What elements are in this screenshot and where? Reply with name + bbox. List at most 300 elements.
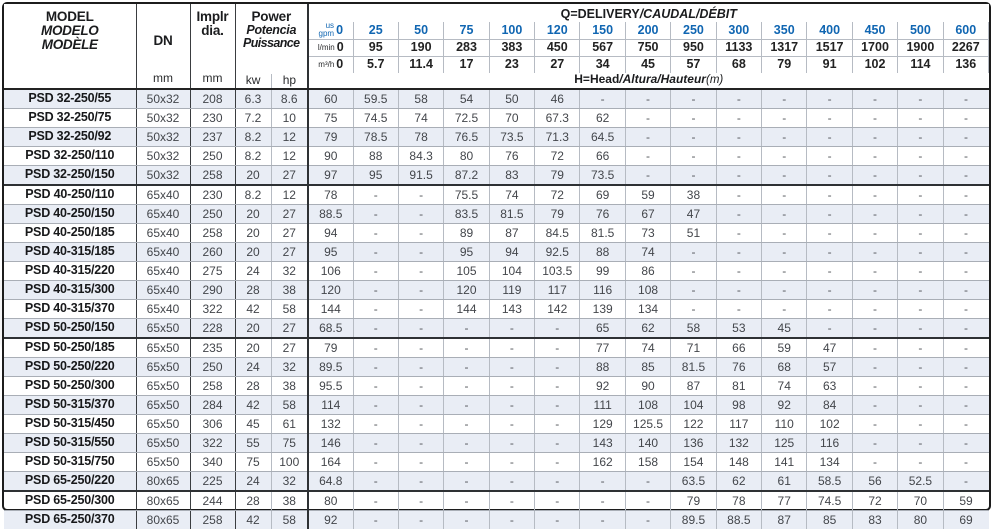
gpm-value-cell: 600 <box>943 22 988 39</box>
head-value-cell: - <box>852 300 897 319</box>
head-value-cell: - <box>898 415 943 434</box>
head-value-cell: 64.8 <box>308 472 353 492</box>
head-value-cell: 104 <box>671 396 716 415</box>
head-value-cell: 143 <box>489 300 534 319</box>
head-value-cell: - <box>489 319 534 339</box>
gpm-value-cell: 500 <box>898 22 943 39</box>
dia-cell: 250 <box>190 358 235 377</box>
head-value-cell: 120 <box>444 281 489 300</box>
head-value-cell: 114 <box>308 396 353 415</box>
head-value-cell: - <box>716 147 761 166</box>
head-value-cell: 59.5 <box>353 89 398 109</box>
head-value-cell: - <box>489 338 534 358</box>
head-value-cell: - <box>580 89 625 109</box>
kw-cell: 28 <box>235 281 271 300</box>
m3h-value-cell: 5.7 <box>353 56 398 73</box>
dn-column-header <box>136 4 190 89</box>
dia-cell: 340 <box>190 453 235 472</box>
head-value-cell: 58 <box>398 89 443 109</box>
hp-cell: 12 <box>271 147 308 166</box>
head-value-cell: 71.3 <box>535 128 580 147</box>
head-value-cell: - <box>535 319 580 339</box>
head-value-cell: 70 <box>489 109 534 128</box>
head-value-cell: - <box>444 415 489 434</box>
head-value-cell: 67.3 <box>535 109 580 128</box>
kw-cell: 20 <box>235 224 271 243</box>
table-row <box>4 453 989 472</box>
model-label-fr: MODÈLE <box>4 38 136 52</box>
m3h-value-cell: 23 <box>489 56 534 73</box>
table-row <box>4 205 989 224</box>
dn-cell: 50x32 <box>136 89 190 109</box>
head-value-cell: 66 <box>716 338 761 358</box>
head-value-cell: 134 <box>625 300 670 319</box>
head-value-cell: 146 <box>308 434 353 453</box>
head-value-cell: 72 <box>535 147 580 166</box>
kw-cell: 45 <box>235 415 271 434</box>
head-value-cell: - <box>943 281 988 300</box>
head-value-cell: - <box>353 205 398 224</box>
head-value-cell: - <box>852 319 897 339</box>
power-label-fr: Puissance <box>236 37 308 50</box>
head-value-cell: 69 <box>580 185 625 205</box>
head-value-cell: 122 <box>671 415 716 434</box>
head-value-cell: - <box>807 224 852 243</box>
head-value-cell: 72 <box>535 185 580 205</box>
head-value-cell: - <box>398 319 443 339</box>
model-column-header <box>4 4 136 89</box>
head-value-cell: 60 <box>308 89 353 109</box>
head-value-cell: - <box>852 147 897 166</box>
head-value-cell: 88 <box>580 243 625 262</box>
head-value-cell: - <box>762 147 807 166</box>
head-value-cell: 144 <box>444 300 489 319</box>
table-row <box>4 511 989 529</box>
head-value-cell: 74 <box>489 185 534 205</box>
kw-cell: 8.2 <box>235 147 271 166</box>
head-value-cell: 56 <box>852 472 897 492</box>
head-value-cell: - <box>807 166 852 186</box>
model-cell: PSD 40-315/370 <box>4 300 136 319</box>
impeller-dia-column-header <box>190 4 235 89</box>
head-value-cell: - <box>898 338 943 358</box>
hp-cell: 38 <box>271 281 308 300</box>
head-value-cell: - <box>852 453 897 472</box>
lmin-value-cell: 950 <box>671 39 716 56</box>
dn-cell: 80x65 <box>136 472 190 492</box>
gpm-value-cell: 450 <box>852 22 897 39</box>
kw-cell: 75 <box>235 453 271 472</box>
head-value-cell: - <box>489 472 534 492</box>
head-value-cell: 52.5 <box>898 472 943 492</box>
dia-cell: 208 <box>190 89 235 109</box>
head-value-cell: - <box>762 205 807 224</box>
head-value-cell: 94 <box>489 243 534 262</box>
model-cell: PSD 50-250/300 <box>4 377 136 396</box>
head-value-cell: 62 <box>580 109 625 128</box>
kw-cell: 42 <box>235 396 271 415</box>
head-value-cell: - <box>535 415 580 434</box>
head-value-cell: - <box>898 300 943 319</box>
table-header <box>4 4 989 89</box>
head-value-cell: - <box>671 128 716 147</box>
head-value-cell: 59 <box>625 185 670 205</box>
head-value-cell: 72 <box>852 491 897 511</box>
dia-cell: 235 <box>190 338 235 358</box>
head-value-cell: 65 <box>580 319 625 339</box>
head-value-cell: - <box>353 377 398 396</box>
table-row <box>4 128 989 147</box>
head-value-cell: - <box>716 205 761 224</box>
dia-cell: 306 <box>190 415 235 434</box>
head-value-cell: - <box>489 415 534 434</box>
hp-cell: 27 <box>271 166 308 186</box>
head-value-cell: - <box>807 147 852 166</box>
head-value-cell: - <box>807 319 852 339</box>
head-value-cell: 74 <box>398 109 443 128</box>
lmin-value-cell: 1133 <box>716 39 761 56</box>
head-value-cell: 73.5 <box>580 166 625 186</box>
head-value-cell: 85 <box>807 511 852 529</box>
dn-unit: mm <box>137 72 190 85</box>
head-value-cell: - <box>353 338 398 358</box>
gpm-value-cell: 25 <box>353 22 398 39</box>
model-cell: PSD 65-250/220 <box>4 472 136 492</box>
head-value-cell: - <box>398 281 443 300</box>
model-cell: PSD 40-250/150 <box>4 205 136 224</box>
dn-cell: 50x32 <box>136 147 190 166</box>
m3h-value-cell: 136 <box>943 56 988 73</box>
head-value-cell: - <box>353 358 398 377</box>
model-label-en: MODEL <box>4 10 136 24</box>
head-value-cell: 90 <box>308 147 353 166</box>
head-value-cell: - <box>852 128 897 147</box>
lmin-unit-label: l/min <box>318 44 335 52</box>
head-value-cell: 116 <box>580 281 625 300</box>
power-column-header <box>235 4 308 89</box>
gpm-zero-cell <box>308 22 353 39</box>
head-value-cell: 58 <box>671 319 716 339</box>
kw-cell: 8.2 <box>235 128 271 147</box>
table-row <box>4 281 989 300</box>
model-cell: PSD 40-250/185 <box>4 224 136 243</box>
head-value-cell: 67 <box>625 205 670 224</box>
dia-cell: 284 <box>190 396 235 415</box>
head-value-cell: 74 <box>762 377 807 396</box>
head-value-cell: 80 <box>898 511 943 529</box>
head-value-cell: 158 <box>625 453 670 472</box>
gpm-value-cell: 50 <box>398 22 443 39</box>
head-value-cell: - <box>943 453 988 472</box>
head-value-cell: 91.5 <box>398 166 443 186</box>
dia-cell: 237 <box>190 128 235 147</box>
head-value-cell: 139 <box>580 300 625 319</box>
lmin-value-cell: 190 <box>398 39 443 56</box>
kw-cell: 20 <box>235 338 271 358</box>
head-value-cell: - <box>852 377 897 396</box>
gpm-unit-label-main: gpm <box>319 30 335 38</box>
gpm-value-cell: 150 <box>580 22 625 39</box>
dn-cell: 65x40 <box>136 224 190 243</box>
head-value-cell: 104 <box>489 262 534 281</box>
head-value-cell: - <box>898 377 943 396</box>
table-row <box>4 415 989 434</box>
head-value-cell: 95.5 <box>308 377 353 396</box>
head-value-cell: - <box>625 472 670 492</box>
head-value-cell: - <box>353 434 398 453</box>
head-value-cell: 142 <box>535 300 580 319</box>
head-value-cell: 92 <box>580 377 625 396</box>
head-value-cell: 110 <box>762 415 807 434</box>
head-value-cell: 81.5 <box>580 224 625 243</box>
head-value-cell: - <box>898 396 943 415</box>
head-value-cell: - <box>943 434 988 453</box>
head-value-cell: - <box>444 491 489 511</box>
head-value-cell: - <box>535 511 580 529</box>
head-value-cell: - <box>535 453 580 472</box>
table-row <box>4 338 989 358</box>
dn-cell: 65x40 <box>136 300 190 319</box>
kw-cell: 42 <box>235 511 271 529</box>
head-value-cell: 108 <box>625 281 670 300</box>
dia-unit: mm <box>191 72 235 85</box>
head-value-cell: - <box>716 89 761 109</box>
head-value-cell: - <box>898 205 943 224</box>
kw-cell: 24 <box>235 262 271 281</box>
head-value-cell: 50 <box>489 89 534 109</box>
head-value-cell: - <box>398 415 443 434</box>
hp-cell: 27 <box>271 338 308 358</box>
kw-cell: 20 <box>235 166 271 186</box>
head-value-cell: 58.5 <box>807 472 852 492</box>
hp-cell: 10 <box>271 109 308 128</box>
m3h-value-cell: 17 <box>444 56 489 73</box>
head-value-cell: 38 <box>671 185 716 205</box>
head-value-cell: 86 <box>625 262 670 281</box>
head-value-cell: - <box>762 300 807 319</box>
head-value-cell: 76 <box>716 358 761 377</box>
head-value-cell: 89 <box>444 224 489 243</box>
head-value-cell: - <box>535 472 580 492</box>
head-value-cell: 103.5 <box>535 262 580 281</box>
head-value-cell: 117 <box>535 281 580 300</box>
dn-cell: 65x50 <box>136 377 190 396</box>
head-value-cell: - <box>716 224 761 243</box>
dn-cell: 50x32 <box>136 109 190 128</box>
head-value-cell: 87 <box>489 224 534 243</box>
model-cell: PSD 32-250/75 <box>4 109 136 128</box>
dia-cell: 225 <box>190 472 235 492</box>
head-value-cell: - <box>353 511 398 529</box>
head-value-cell: 136 <box>671 434 716 453</box>
head-value-cell: - <box>535 396 580 415</box>
head-value-cell: - <box>898 224 943 243</box>
head-value-cell: - <box>898 262 943 281</box>
head-value-cell: - <box>580 511 625 529</box>
head-value-cell: - <box>489 396 534 415</box>
head-value-cell: 47 <box>671 205 716 224</box>
kw-cell: 20 <box>235 243 271 262</box>
head-value-cell: - <box>398 491 443 511</box>
m3h-value-cell: 57 <box>671 56 716 73</box>
kw-cell: 42 <box>235 300 271 319</box>
head-value-cell: 74.5 <box>807 491 852 511</box>
head-value-cell: - <box>898 434 943 453</box>
hp-cell: 12 <box>271 185 308 205</box>
dia-cell: 250 <box>190 205 235 224</box>
power-label-es: Potencia <box>236 24 308 37</box>
head-value-cell: 87 <box>762 511 807 529</box>
head-value-cell: - <box>943 472 988 492</box>
m3h-zero-cell <box>308 56 353 73</box>
head-value-cell: - <box>353 243 398 262</box>
table-row <box>4 166 989 186</box>
dn-cell: 80x65 <box>136 511 190 529</box>
head-value-cell: 64.5 <box>580 128 625 147</box>
m3h-value-cell: 102 <box>852 56 897 73</box>
hp-cell: 32 <box>271 472 308 492</box>
lmin-value-cell: 1317 <box>762 39 807 56</box>
head-value-cell: - <box>716 109 761 128</box>
head-value-cell: - <box>625 511 670 529</box>
dia-cell: 258 <box>190 166 235 186</box>
table-body <box>4 89 989 529</box>
m3h-value-cell: 11.4 <box>398 56 443 73</box>
head-value-cell: - <box>852 434 897 453</box>
head-value-cell: 45 <box>762 319 807 339</box>
lmin-value-cell: 750 <box>625 39 670 56</box>
model-cell: PSD 50-250/220 <box>4 358 136 377</box>
head-value-cell: 63.5 <box>671 472 716 492</box>
gpm-unit-label <box>319 22 335 38</box>
m3h-value-cell: 91 <box>807 56 852 73</box>
dia-cell: 250 <box>190 147 235 166</box>
model-cell: PSD 40-315/185 <box>4 243 136 262</box>
head-value-cell: 134 <box>807 453 852 472</box>
head-value-cell: - <box>489 491 534 511</box>
head-value-cell: 79 <box>671 491 716 511</box>
head-value-cell: 84 <box>807 396 852 415</box>
table-row <box>4 319 989 339</box>
lmin-zero-value: 0 <box>337 41 344 54</box>
head-value-cell: - <box>444 319 489 339</box>
dn-cell: 65x40 <box>136 243 190 262</box>
head-value-cell: - <box>625 147 670 166</box>
table-row <box>4 109 989 128</box>
hp-cell: 58 <box>271 300 308 319</box>
pump-performance-table <box>4 4 989 529</box>
head-value-cell: 51 <box>671 224 716 243</box>
table-row <box>4 300 989 319</box>
head-value-cell: - <box>716 243 761 262</box>
kw-cell: 24 <box>235 358 271 377</box>
head-value-cell: - <box>807 185 852 205</box>
head-value-cell: - <box>671 147 716 166</box>
head-value-cell: 79 <box>535 166 580 186</box>
lmin-value-cell: 283 <box>444 39 489 56</box>
head-value-cell: - <box>943 262 988 281</box>
hp-cell: 75 <box>271 434 308 453</box>
head-value-cell: - <box>943 415 988 434</box>
head-value-cell: - <box>444 396 489 415</box>
head-value-cell: 74 <box>625 338 670 358</box>
head-value-cell: - <box>398 453 443 472</box>
head-value-cell: - <box>444 511 489 529</box>
head-value-cell: - <box>489 453 534 472</box>
head-value-cell: - <box>762 185 807 205</box>
head-value-cell: - <box>943 128 988 147</box>
head-value-cell: - <box>807 128 852 147</box>
head-value-cell: - <box>852 185 897 205</box>
table-row <box>4 147 989 166</box>
lmin-value-cell: 567 <box>580 39 625 56</box>
m3h-unit-label: m³/h <box>318 61 334 69</box>
head-value-cell: - <box>535 434 580 453</box>
table-frame <box>2 2 991 511</box>
head-value-cell: 154 <box>671 453 716 472</box>
table-row <box>4 262 989 281</box>
head-value-cell: 84.3 <box>398 147 443 166</box>
head-value-cell: - <box>943 243 988 262</box>
head-value-cell: - <box>943 166 988 186</box>
head-value-cell: - <box>489 377 534 396</box>
head-value-cell: - <box>898 319 943 339</box>
m3h-value-cell: 34 <box>580 56 625 73</box>
head-value-cell: - <box>444 338 489 358</box>
head-value-cell: 106 <box>308 262 353 281</box>
head-value-cell: 79 <box>535 205 580 224</box>
lmin-value-cell: 2267 <box>943 39 988 56</box>
head-value-cell: 54 <box>444 89 489 109</box>
head-value-cell: 66 <box>580 147 625 166</box>
table-row <box>4 185 989 205</box>
head-value-cell: 84.5 <box>535 224 580 243</box>
hp-cell: 100 <box>271 453 308 472</box>
model-cell: PSD 32-250/110 <box>4 147 136 166</box>
head-value-cell: - <box>716 128 761 147</box>
head-value-cell: 59 <box>943 491 988 511</box>
hp-cell: 32 <box>271 358 308 377</box>
gpm-value-cell: 250 <box>671 22 716 39</box>
dia-label-1: Implr <box>191 10 235 24</box>
head-value-cell: - <box>353 281 398 300</box>
m3h-zero-value: 0 <box>336 58 343 71</box>
hp-cell: 58 <box>271 511 308 529</box>
head-value-cell: 125 <box>762 434 807 453</box>
head-value-cell: 88 <box>353 147 398 166</box>
head-value-cell: - <box>852 205 897 224</box>
head-value-cell: - <box>353 224 398 243</box>
kw-cell: 20 <box>235 205 271 224</box>
head-value-cell: - <box>489 511 534 529</box>
dn-cell: 65x50 <box>136 415 190 434</box>
model-cell: PSD 40-315/300 <box>4 281 136 300</box>
head-value-cell: - <box>353 472 398 492</box>
head-value-cell: - <box>444 434 489 453</box>
head-value-cell: - <box>353 300 398 319</box>
head-value-cell: - <box>444 472 489 492</box>
lmin-value-cell: 1700 <box>852 39 897 56</box>
head-value-cell: 88 <box>580 358 625 377</box>
head-value-cell: - <box>852 415 897 434</box>
hp-cell: 27 <box>271 243 308 262</box>
head-value-cell: - <box>762 243 807 262</box>
model-cell: PSD 50-315/450 <box>4 415 136 434</box>
head-value-cell: 81 <box>716 377 761 396</box>
head-value-cell: 102 <box>807 415 852 434</box>
head-value-cell: 63 <box>807 377 852 396</box>
hp-cell: 58 <box>271 396 308 415</box>
